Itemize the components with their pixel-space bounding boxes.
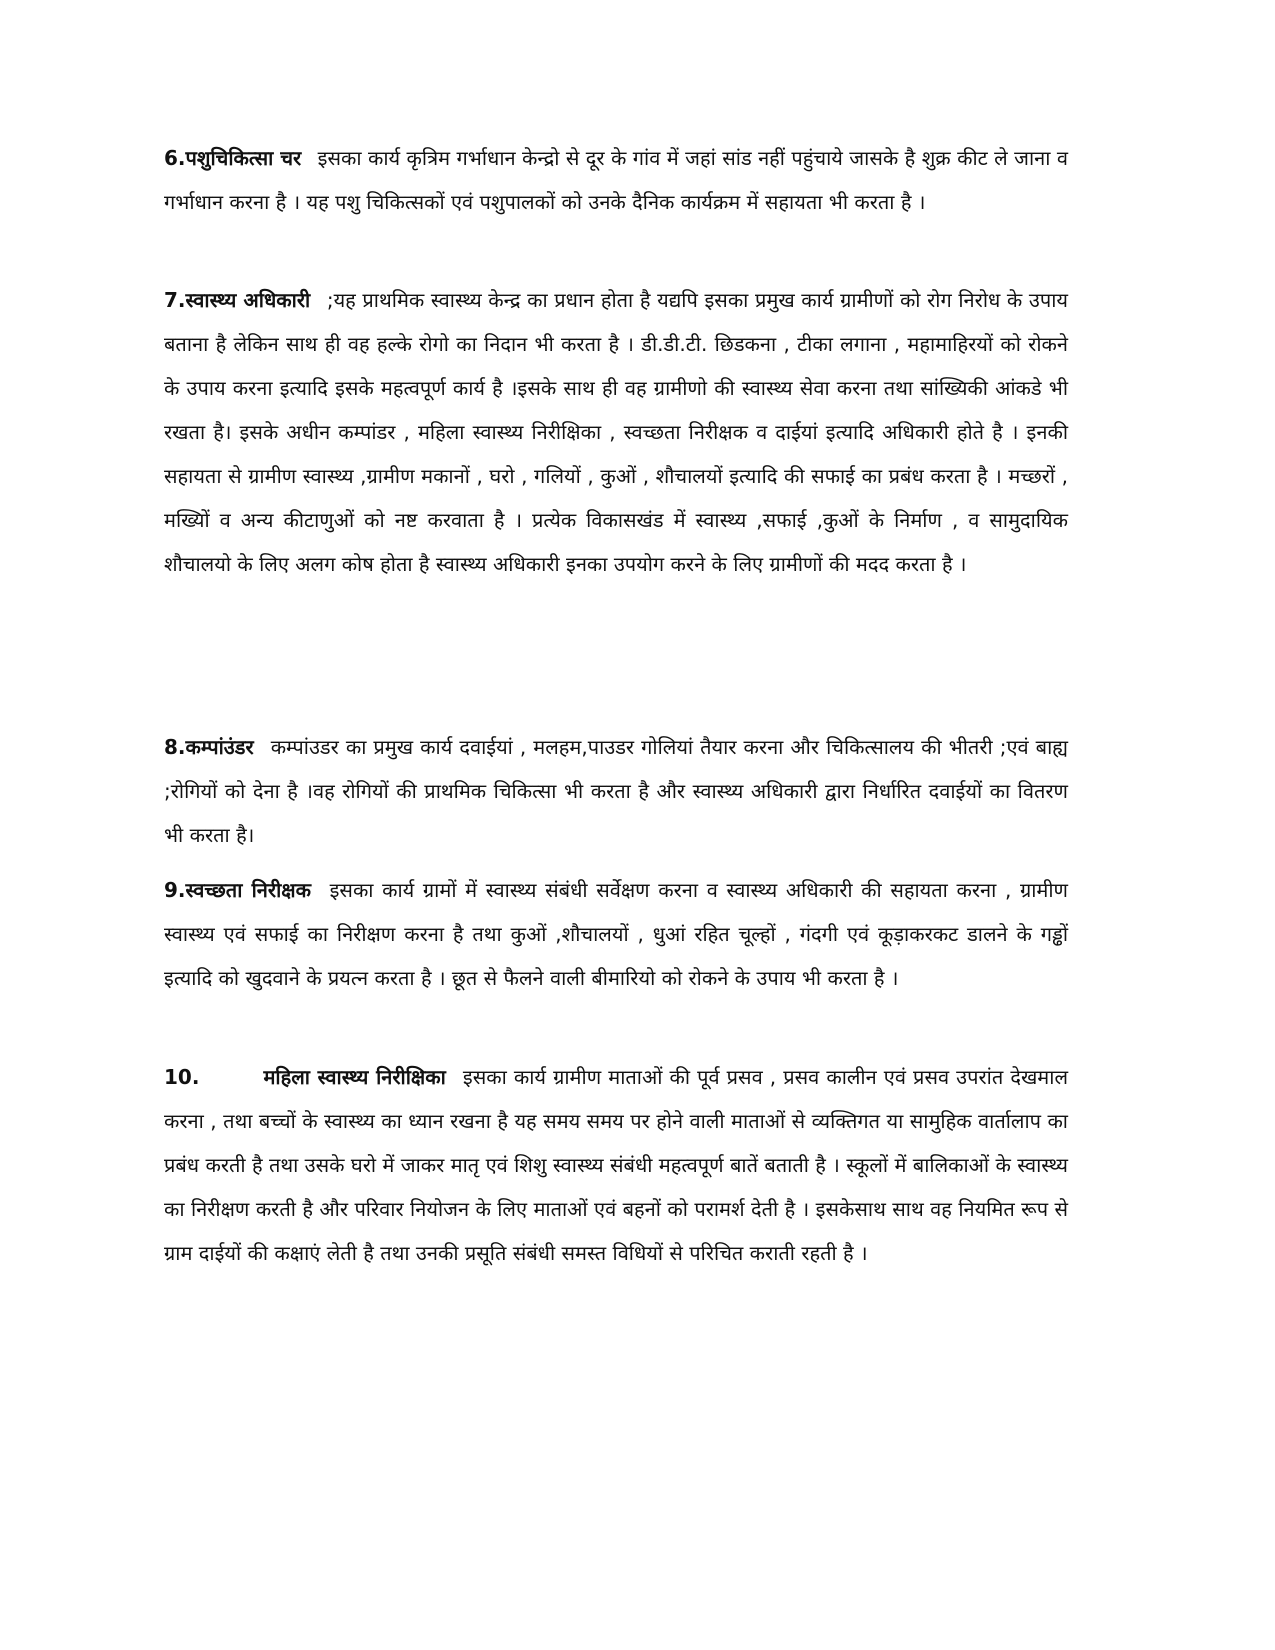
section-text: इसका कार्य कृत्रिम गर्भाधान केन्द्रो से दूर के गांव में जहां सांड नहीं पहुंचाये जासके है शुक्र कीट ले जाना व गर्भाधान करना है । यह पशु चिकित्सकों एवं पशुपालकों को उनके दैनिक कार्यक्रम में सहायता भी करता है । <box>164 146 1068 214</box>
section-number: 7. <box>164 288 186 312</box>
section-compounder <box>164 725 1068 857</box>
section-veterinary-mobile <box>164 136 1068 224</box>
section-text: इसका कार्य ग्रामों में स्वास्थ्य संबंधी सर्वेक्षण करना व स्वास्थ्य अधिकारी की सहायता करना , ग्रामीण स्वास्थ्य एवं सफाई का निरीक्षण करना है तथा कुओं ,शौचालयों , धुआं रहित चूल्हों , गंदगी एवं कूड़ाकरकट डालने के गड्ढों इत्यादि को खुदवाने के प्रयत्न करता है । छूत से फैलने वाली बीमारियो को रोकने के उपाय भी करता है । <box>164 878 1068 990</box>
section-female-health-inspector <box>164 1055 1068 1275</box>
section-number: 8. <box>164 735 186 759</box>
section-health-officer <box>164 278 1068 586</box>
section-text: ;यह प्राथमिक स्वास्थ्य केन्द्र का प्रधान होता है यद्यपि इसका प्रमुख कार्य ग्रामीणों को रोग निरोध के उपाय बताना है लेकिन साथ ही वह हल्के रोगो का निदान भी करता है । डी.डी.टी. छिडकना , टीका लगाना , महामाहिरयों को रोकने के उपाय करना इत्यादि इसके महत्वपूर्ण कार्य है ।इसके साथ ही वह ग्रामीणो की स्वास्थ्य सेवा करना तथा सांख्यिकी आंकडे भी रखता है। इसके अधीन कम्पांडर , महिला स्वास्थ्य निरीक्षिका , स्वच्छता निरीक्षक व दाईयां इत्यादि अधिकारी होते है । इनकी सहायता से ग्रामीण स्वास्थ्य ,ग्रामीण मकानों , घरो , गलियों , कुओं , शौचालयों इत्यादि की सफाई का प्रबंध करता है । मच्छरों , मख्यिों व अन्य कीटाणुओं को नष्ट करवाता है । प्रत्येक विकासखंड में स्वास्थ्य ,सफाई ,कुओं के निर्माण , व सामुदायिक शौचालयो के लिए अलग कोष होता है स्वास्थ्य अधिकारी इनका उपयोग करने के लिए ग्रामीणों की मदद करता है । <box>164 288 1069 576</box>
section-number: 10. <box>164 1065 200 1089</box>
section-text: इसका कार्य ग्रामीण माताओं की पूर्व प्रसव , प्रसव कालीन एवं प्रसव उपरांत देखमाल करना , तथा बच्चों के स्वास्थ्य का ध्यान रखना है यह समय समय पर होने वाली माताओं से व्यक्तिगत या सामुहिक वार्तालाप का प्रबंध करती है तथा उसके घरो में जाकर मातृ एवं शिशु स्वास्थ्य संबंधी महत्वपूर्ण बातें बताती है । स्कूलों में बालिकाओं के स्वास्थ्य का निरीक्षण करती है और परिवार नियोजन के लिए माताओं एवं बहनों को परामर्श देती है । इसकेसाथ साथ वह नियमित रूप से ग्राम दाईयों की कक्षाएं लेती है तथा उनकी प्रसूति संबंधी समस्त विधियों से परिचित कराती रहती है । <box>164 1065 1069 1265</box>
section-sanitary-inspector <box>164 868 1068 1000</box>
section-heading: स्वास्थ्य अधिकारी <box>185 288 311 312</box>
section-heading: महिला स्वास्थ्य निरीक्षिका <box>263 1065 446 1089</box>
section-number: 9. <box>164 878 186 902</box>
section-heading: स्वच्छता निरीक्षक <box>185 878 311 902</box>
section-text: कम्पांउडर का प्रमुख कार्य दवाईयां , मलहम,पाउडर गोलियां तैयार करना और चिकित्सालय की भीतरी ;एवं बाह्य ;रोगियों को देना है ।वह रोगियों की प्राथमिक चिकित्सा भी करता है और स्वास्थ्य अधिकारी द्वारा निर्धारित दवाईयों का वितरण भी करता है। <box>164 735 1069 847</box>
section-heading: पशुचिकित्सा चर <box>185 146 302 170</box>
section-number: 6. <box>164 146 186 170</box>
section-heading: कम्पांउंडर <box>185 735 254 759</box>
